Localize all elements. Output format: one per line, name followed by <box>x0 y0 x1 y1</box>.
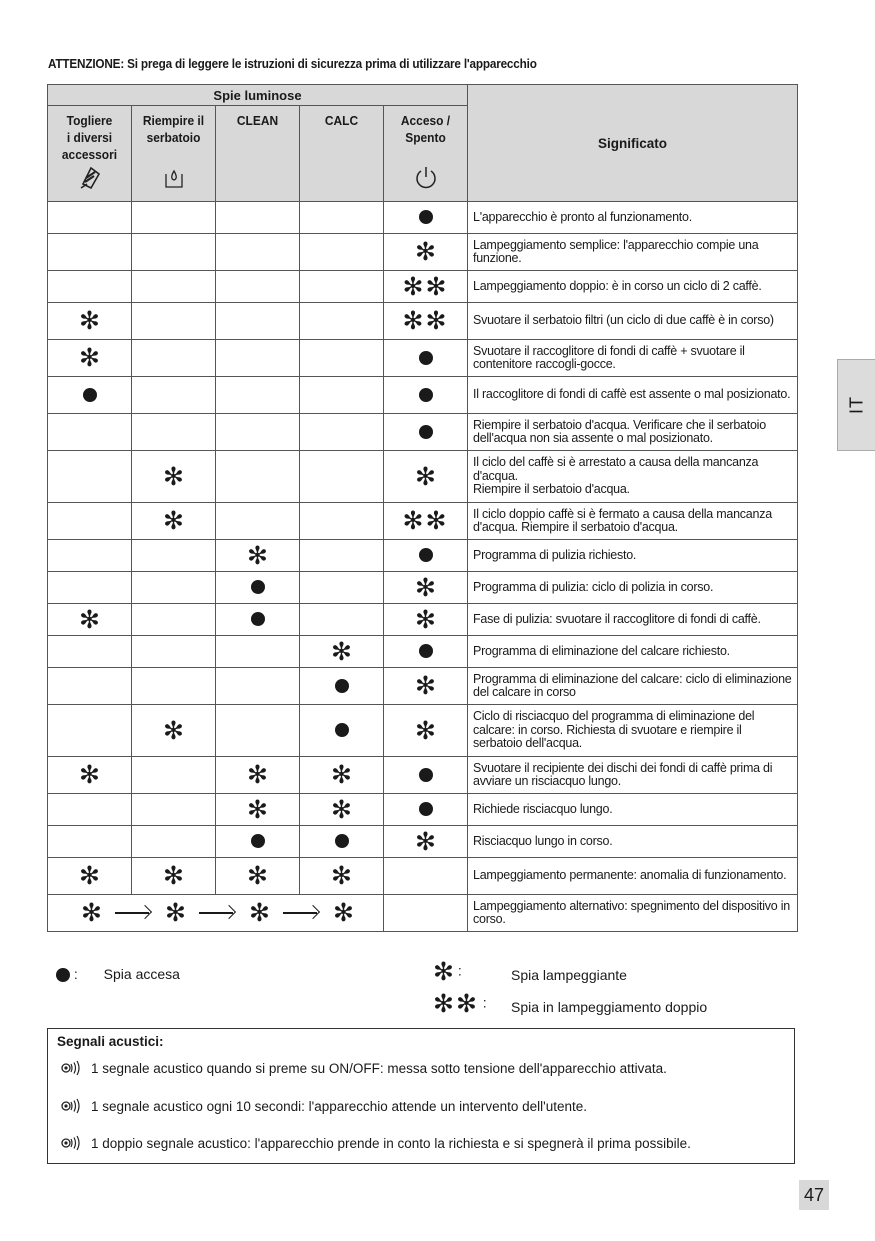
blinking-light-icon: ✻ <box>331 861 352 890</box>
indicator-cell <box>132 451 216 503</box>
indicator-cell <box>132 757 216 794</box>
indicator-cell <box>300 451 384 503</box>
table-row <box>48 202 798 234</box>
column-header-label: serbatoio <box>146 130 201 145</box>
blinking-light-icon: ✻ <box>247 760 268 789</box>
column-header <box>216 106 300 202</box>
indicator-cell <box>216 826 300 858</box>
indicator-cell <box>216 668 300 705</box>
blinking-light-icon: ✻ <box>165 898 186 927</box>
table-row <box>48 668 798 705</box>
acoustic-title: Segnali acustici: <box>57 1034 164 1049</box>
meaning-text: Programma di pulizia richiesto. <box>468 540 798 572</box>
blinking-light-icon: ✻ <box>415 604 436 634</box>
double-blinking-light-icon: ✻✻ <box>433 989 479 1018</box>
indicator-cell <box>300 202 384 234</box>
blinking-light-icon: ✻ <box>333 898 354 927</box>
indicator-cell <box>48 858 132 895</box>
indicator-cell <box>384 202 468 234</box>
arrow-right-icon <box>199 912 233 914</box>
steady-light-icon <box>419 548 433 562</box>
indicator-cell <box>384 340 468 377</box>
indicator-cell <box>216 202 300 234</box>
table-row <box>48 858 798 895</box>
indicator-cell <box>132 540 216 572</box>
indicator-cell <box>48 572 132 604</box>
indicator-cell <box>132 636 216 668</box>
legend-blink <box>433 957 627 986</box>
double-blinking-light-icon: ✻✻ <box>402 506 449 535</box>
water-tank-icon <box>132 166 215 193</box>
column-header-label: Togliere <box>66 113 113 128</box>
blinking-light-icon: ✻ <box>247 540 268 570</box>
indicator-cell <box>132 377 216 414</box>
blinking-light-icon: ✻ <box>249 898 270 927</box>
indicator-cell <box>132 414 216 451</box>
arrow-right-icon <box>283 912 317 914</box>
blinking-light-icon: ✻ <box>415 572 436 602</box>
steady-light-icon <box>419 644 433 658</box>
table-row <box>48 826 798 858</box>
blinking-light-icon: ✻ <box>415 671 436 700</box>
indicator-cell <box>300 234 384 271</box>
indicator-cell <box>384 234 468 271</box>
blinking-light-icon: ✻ <box>79 306 100 335</box>
meaning-text: Riempire il serbatoio d'acqua. Verificare che il serbatoio dell'acqua non sia assente o mal posizionato. <box>468 414 798 451</box>
acoustic-text: 1 segnale acustico quando si preme su ON/OFF: messa sotto tensione dell'apparecchio attivata. <box>91 1060 667 1076</box>
legend-sep: : <box>457 962 462 979</box>
indicator-cell <box>300 572 384 604</box>
blinking-light-icon: ✻ <box>331 760 352 789</box>
double-blinking-light-icon: ✻✻ <box>402 271 449 301</box>
meaning-text: Risciacquo lungo in corso. <box>468 826 798 858</box>
indicator-cell <box>384 826 468 858</box>
indicator-cell <box>384 858 468 895</box>
blinking-light-icon: ✻ <box>247 861 268 890</box>
meaning-text: Fase di pulizia: svuotare il raccoglitore di fondi di caffè. <box>468 604 798 636</box>
indicator-cell <box>216 757 300 794</box>
blinking-light-icon: ✻ <box>79 760 100 789</box>
indicator-cell <box>48 340 132 377</box>
blinking-light-icon: ✻ <box>415 237 436 266</box>
indicator-cell <box>384 451 468 503</box>
indicator-cell <box>300 271 384 303</box>
legend-blink-label: Spia lampeggiante <box>511 967 627 983</box>
indicator-cell <box>300 636 384 668</box>
speaker-icon <box>61 1060 81 1076</box>
meaning-header: Significato <box>468 85 798 202</box>
indicator-cell <box>216 794 300 826</box>
meaning-text: Il ciclo del caffè si è arrestato a causa della mancanza d'acqua. Riempire il serbatoio d'acqua. <box>468 451 798 503</box>
indicator-cell <box>216 303 300 340</box>
indicator-cell <box>384 604 468 636</box>
indicator-cell <box>132 234 216 271</box>
column-header-label: accessori <box>61 147 118 162</box>
indicator-cell <box>132 826 216 858</box>
column-header-label: Acceso / <box>400 113 451 128</box>
indicator-cell <box>384 303 468 340</box>
indicator-cell <box>48 234 132 271</box>
meaning-text: Lampeggiamento alternativo: spegnimento del dispositivo in corso. <box>468 895 798 932</box>
blinking-light-icon: ✻ <box>79 343 100 372</box>
indicator-cell <box>48 503 132 540</box>
meaning-text: Svuotare il raccoglitore di fondi di caffè + svuotare il contenitore raccogli-gocce. <box>468 340 798 377</box>
indicator-cell <box>48 303 132 340</box>
meaning-text: Il raccoglitore di fondi di caffè est assente o mal posizionato. <box>468 377 798 414</box>
indicator-cell <box>132 303 216 340</box>
indicator-cell <box>48 202 132 234</box>
column-header-label: CALC <box>324 113 359 128</box>
blinking-light-icon: ✻ <box>415 826 436 856</box>
indicator-cell <box>384 572 468 604</box>
indicator-cell <box>300 414 384 451</box>
column-header <box>48 106 132 202</box>
table-row <box>48 271 798 303</box>
blinking-light-icon: ✻ <box>163 506 184 535</box>
indicator-cell <box>300 858 384 895</box>
table-row <box>48 234 798 271</box>
indicator-cell <box>300 340 384 377</box>
table-row <box>48 540 798 572</box>
meaning-text: Svuotare il serbatoio filtri (un ciclo di due caffè è in corso) <box>468 303 798 340</box>
legend-on <box>56 966 180 982</box>
blinking-light-icon: ✻ <box>415 715 436 745</box>
safety-warning: ATTENZIONE: Si prega di leggere le istruzioni di sicurezza prima di utilizzare l'apparecchio <box>48 57 537 71</box>
blinking-light-icon: ✻ <box>331 636 352 666</box>
meaning-text: Svuotare il recipiente dei dischi dei fondi di caffè prima di avviare un risciacquo lungo. <box>468 757 798 794</box>
double-blinking-light-icon: ✻✻ <box>402 306 449 335</box>
language-tab <box>837 359 875 451</box>
column-header <box>132 106 216 202</box>
page-number: 47 <box>799 1180 829 1210</box>
table-row <box>48 895 798 932</box>
indicator-cell <box>132 668 216 705</box>
indicator-cell <box>48 271 132 303</box>
indicator-cell <box>216 858 300 895</box>
steady-light-icon <box>419 210 433 224</box>
blinking-light-icon: ✻ <box>163 715 184 745</box>
indicator-cell <box>384 757 468 794</box>
indicator-cell <box>300 668 384 705</box>
indicator-cell <box>300 377 384 414</box>
table-row <box>48 604 798 636</box>
indicator-cell <box>216 503 300 540</box>
indicator-cell <box>300 303 384 340</box>
meaning-text: L'apparecchio è pronto al funzionamento. <box>468 202 798 234</box>
table-row <box>48 451 798 503</box>
steady-light-icon <box>419 802 433 816</box>
steady-light-icon <box>56 968 70 982</box>
indicator-cell <box>216 234 300 271</box>
accessories-icon <box>48 164 131 193</box>
indicator-cell <box>48 826 132 858</box>
indicator-cell <box>48 794 132 826</box>
indicator-cell <box>48 757 132 794</box>
speaker-icon <box>61 1098 81 1114</box>
indicator-cell <box>132 705 216 757</box>
acoustic-line <box>61 1098 587 1114</box>
indicator-cell <box>300 540 384 572</box>
meaning-text: Lampeggiamento doppio: è in corso un ciclo di 2 caffè. <box>468 271 798 303</box>
legend-on-label: Spia accesa <box>103 966 180 982</box>
indicator-cell <box>48 540 132 572</box>
indicator-cell <box>48 705 132 757</box>
blinking-light-icon: ✻ <box>79 604 100 634</box>
column-header-label: i diversi <box>66 130 113 145</box>
table-row <box>48 503 798 540</box>
legend-sep: : <box>482 994 487 1011</box>
meaning-text: Programma di eliminazione del calcare richiesto. <box>468 636 798 668</box>
table-row <box>48 340 798 377</box>
indicator-cell <box>132 340 216 377</box>
table-row <box>48 377 798 414</box>
indicator-cell <box>384 705 468 757</box>
indicator-cell <box>216 705 300 757</box>
column-header-label: CLEAN <box>236 113 279 128</box>
indicator-cell <box>216 572 300 604</box>
indicator-cell <box>48 414 132 451</box>
meaning-text: Lampeggiamento semplice: l'apparecchio compie una funzione. <box>468 234 798 271</box>
blinking-light-icon: ✻ <box>163 461 184 491</box>
meaning-text: Lampeggiamento permanente: anomalia di funzionamento. <box>468 858 798 895</box>
blinking-light-icon: ✻ <box>81 898 102 927</box>
indicator-cell <box>300 757 384 794</box>
indicator-cell <box>300 794 384 826</box>
meaning-text: Il ciclo doppio caffè si è fermato a causa della mancanza d'acqua. Riempire il serbatoio d'acqua. <box>468 503 798 540</box>
table-row <box>48 572 798 604</box>
indicator-cell <box>300 503 384 540</box>
column-header-label: Riempire il <box>142 113 205 128</box>
indicator-cell <box>48 451 132 503</box>
acoustic-signals-box <box>47 1028 795 1164</box>
meaning-text: Richiede risciacquo lungo. <box>468 794 798 826</box>
arrow-right-icon <box>115 912 149 914</box>
indicator-cell <box>216 540 300 572</box>
table-row <box>48 705 798 757</box>
legend-double <box>433 989 708 1018</box>
acoustic-text: 1 segnale acustico ogni 10 secondi: l'apparecchio attende un intervento dell'utente. <box>91 1098 587 1114</box>
indicator-cell <box>48 377 132 414</box>
table-row <box>48 636 798 668</box>
indicator-cell <box>384 895 468 932</box>
steady-light-icon <box>419 351 433 365</box>
indicator-cell <box>216 377 300 414</box>
blinking-light-icon: ✻ <box>415 461 436 491</box>
power-icon <box>384 164 467 193</box>
acoustic-line <box>61 1135 691 1151</box>
column-header <box>384 106 468 202</box>
table-row <box>48 757 798 794</box>
table-row <box>48 794 798 826</box>
steady-light-icon <box>251 834 265 848</box>
indicator-cell <box>132 572 216 604</box>
indicator-cell <box>300 705 384 757</box>
alternating-sequence-cell <box>48 895 384 932</box>
indicator-table <box>47 84 798 932</box>
blinking-light-icon: ✻ <box>163 861 184 890</box>
steady-light-icon <box>335 834 349 848</box>
indicator-cell <box>384 377 468 414</box>
indicator-cell <box>132 503 216 540</box>
indicator-cell <box>384 668 468 705</box>
indicator-cell <box>384 794 468 826</box>
indicator-cell <box>132 858 216 895</box>
indicator-cell <box>384 414 468 451</box>
indicator-cell <box>216 340 300 377</box>
language-label: IT <box>846 396 867 414</box>
acoustic-line <box>61 1060 667 1076</box>
meaning-text: Programma di eliminazione del calcare: ciclo di eliminazione del calcare in corso <box>468 668 798 705</box>
column-header <box>300 106 384 202</box>
indicator-cell <box>216 636 300 668</box>
blinking-light-icon: ✻ <box>433 957 454 986</box>
steady-light-icon <box>419 768 433 782</box>
indicator-cell <box>132 604 216 636</box>
speaker-icon <box>61 1135 81 1151</box>
indicator-cell <box>300 826 384 858</box>
indicator-cell <box>384 271 468 303</box>
indicator-cell <box>216 451 300 503</box>
table-row <box>48 414 798 451</box>
steady-light-icon <box>335 679 349 693</box>
blinking-light-icon: ✻ <box>247 794 268 824</box>
steady-light-icon <box>419 388 433 402</box>
indicator-cell <box>48 636 132 668</box>
indicator-cell <box>216 414 300 451</box>
blinking-light-icon: ✻ <box>331 794 352 824</box>
indicator-cell <box>384 503 468 540</box>
steady-light-icon <box>251 612 265 626</box>
column-header-label: Spento <box>405 130 446 145</box>
indicator-cell <box>300 604 384 636</box>
indicator-cell <box>216 604 300 636</box>
indicator-cell <box>132 794 216 826</box>
indicator-cell <box>384 636 468 668</box>
blinking-light-icon: ✻ <box>79 861 100 890</box>
indicator-cell <box>48 668 132 705</box>
indicator-cell <box>48 604 132 636</box>
steady-light-icon <box>335 723 349 737</box>
indicator-cell <box>384 540 468 572</box>
steady-light-icon <box>251 580 265 594</box>
steady-light-icon <box>419 425 433 439</box>
indicator-cell <box>216 271 300 303</box>
indicator-cell <box>132 271 216 303</box>
group-header: Spie luminose <box>48 85 468 106</box>
table-row <box>48 303 798 340</box>
meaning-text: Ciclo di risciacquo del programma di eliminazione del calcare: in corso. Richiesta di svuotare e riempire il serbatoio dell'acqua. <box>468 705 798 757</box>
meaning-text: Programma di pulizia: ciclo di polizia in corso. <box>468 572 798 604</box>
indicator-cell <box>132 202 216 234</box>
legend-double-label: Spia in lampeggiamento doppio <box>511 999 708 1015</box>
steady-light-icon <box>83 388 97 402</box>
legend-sep: : <box>73 966 78 982</box>
acoustic-text: 1 doppio segnale acustico: l'apparecchio prende in conto la richiesta e si spegnerà il prima possibile. <box>91 1135 691 1151</box>
